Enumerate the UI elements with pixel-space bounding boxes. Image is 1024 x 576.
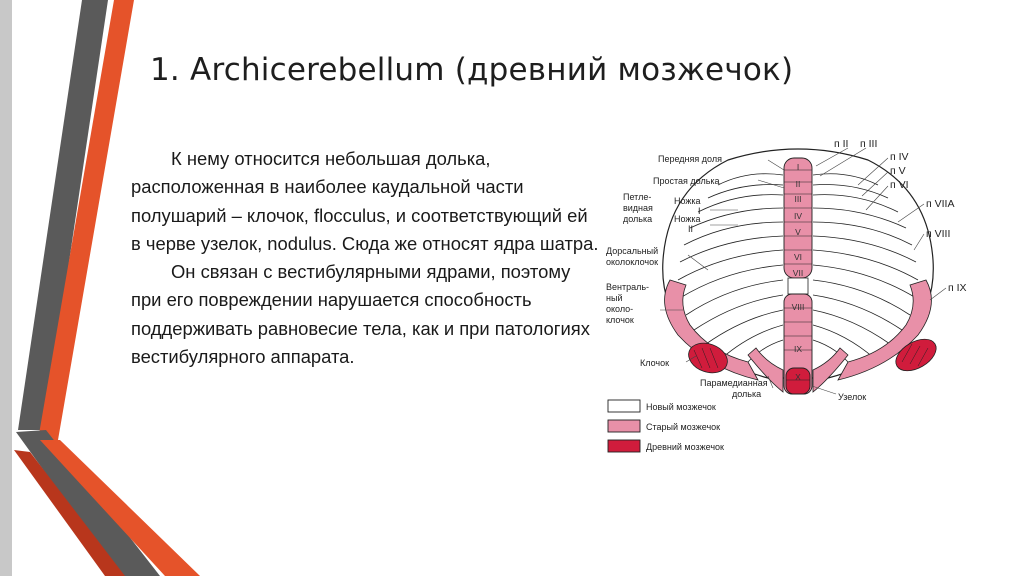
thin-gray-stripe: [0, 0, 12, 576]
label-p4: п IV: [890, 151, 909, 163]
label-p3: п III: [860, 138, 878, 150]
label-p6: п VI: [890, 179, 909, 191]
vermis-label-8: VIII: [791, 302, 805, 312]
label-ventral-paraflocculus-3: околo-: [606, 304, 634, 314]
label-loop-lobule-3: долька: [623, 214, 653, 224]
legend-swatch-new: [608, 400, 640, 412]
label-flocculus: Клочок: [640, 358, 670, 368]
vermis-label-3: III: [794, 194, 802, 204]
vermis-label-1: I: [796, 162, 800, 172]
label-loop-lobule-2: видная: [623, 203, 653, 213]
vermis-label-10: X: [795, 372, 801, 382]
vermis-label-5: V: [795, 227, 801, 237]
label-ventral-paraflocculus-1: Вентраль-: [606, 282, 650, 292]
label-paramedian-2: долька: [732, 389, 762, 399]
cerebellum-diagram: [598, 130, 993, 460]
legend-label-ancient: Древний мозжечок: [646, 442, 724, 452]
label-loop-lobule-1: Петле-: [623, 192, 652, 202]
label-dorsal-paraflocculus-1: Дорсальный: [606, 246, 659, 256]
label-crus-2-num: II: [688, 224, 694, 234]
dark-gray-stripe-lower: [16, 430, 160, 576]
label-crus-1-num: I: [698, 206, 701, 216]
vermis-label-4: IV: [793, 211, 803, 221]
paragraph-2: Он связан с вестибулярными ядрами, поэтому при его повреждении нарушается способность поддерживать равновесие тела, как и при патологиях вестибулярного аппарата.: [131, 261, 590, 368]
label-ventral-paraflocculus-2: ный: [606, 293, 623, 303]
legend-label-old: Старый мозжечок: [646, 422, 721, 432]
label-p8: п VIII: [926, 228, 951, 240]
legend: [608, 400, 724, 452]
label-p2: п II: [834, 138, 849, 150]
paragraph-1: К нему относится небольшая долька, расположенная в наиболее каудальной части полушарий – клочок, flocculus, и соответствующий ей в черве узелок, nodulus. Сюда же относят ядра шатра.: [131, 148, 599, 254]
label-paramedian-1: Парамедианная: [700, 378, 768, 388]
label-simple-lobule: Простая долька: [653, 176, 720, 186]
label-nodulus: Узелок: [838, 392, 867, 402]
label-ventral-paraflocculus-4: клочок: [606, 315, 634, 325]
label-p5: п V: [890, 165, 906, 177]
label-p9: п IX: [948, 282, 967, 294]
legend-swatch-old: [608, 420, 640, 432]
vermis-label-9: IX: [793, 344, 803, 354]
vermis: [784, 158, 812, 394]
vermis-label-7: VII: [792, 268, 804, 278]
vermis-label-6: VI: [793, 252, 803, 262]
vermis-label-2: II: [795, 179, 801, 189]
label-crus-1: Ножка: [674, 196, 701, 206]
body-text: [131, 145, 601, 371]
label-p7a: п VIIA: [926, 198, 955, 210]
label-anterior-lobe: Передняя доля: [658, 154, 722, 164]
slide-title: 1. Archicerebellum (древний мозжечок): [150, 52, 794, 88]
vermis-middle: [788, 278, 808, 294]
legend-swatch-ancient: [608, 440, 640, 452]
label-crus-2: Ножка: [674, 214, 701, 224]
legend-label-new: Новый мозжечок: [646, 402, 716, 412]
label-dorsal-paraflocculus-2: околоклочок: [606, 257, 659, 267]
